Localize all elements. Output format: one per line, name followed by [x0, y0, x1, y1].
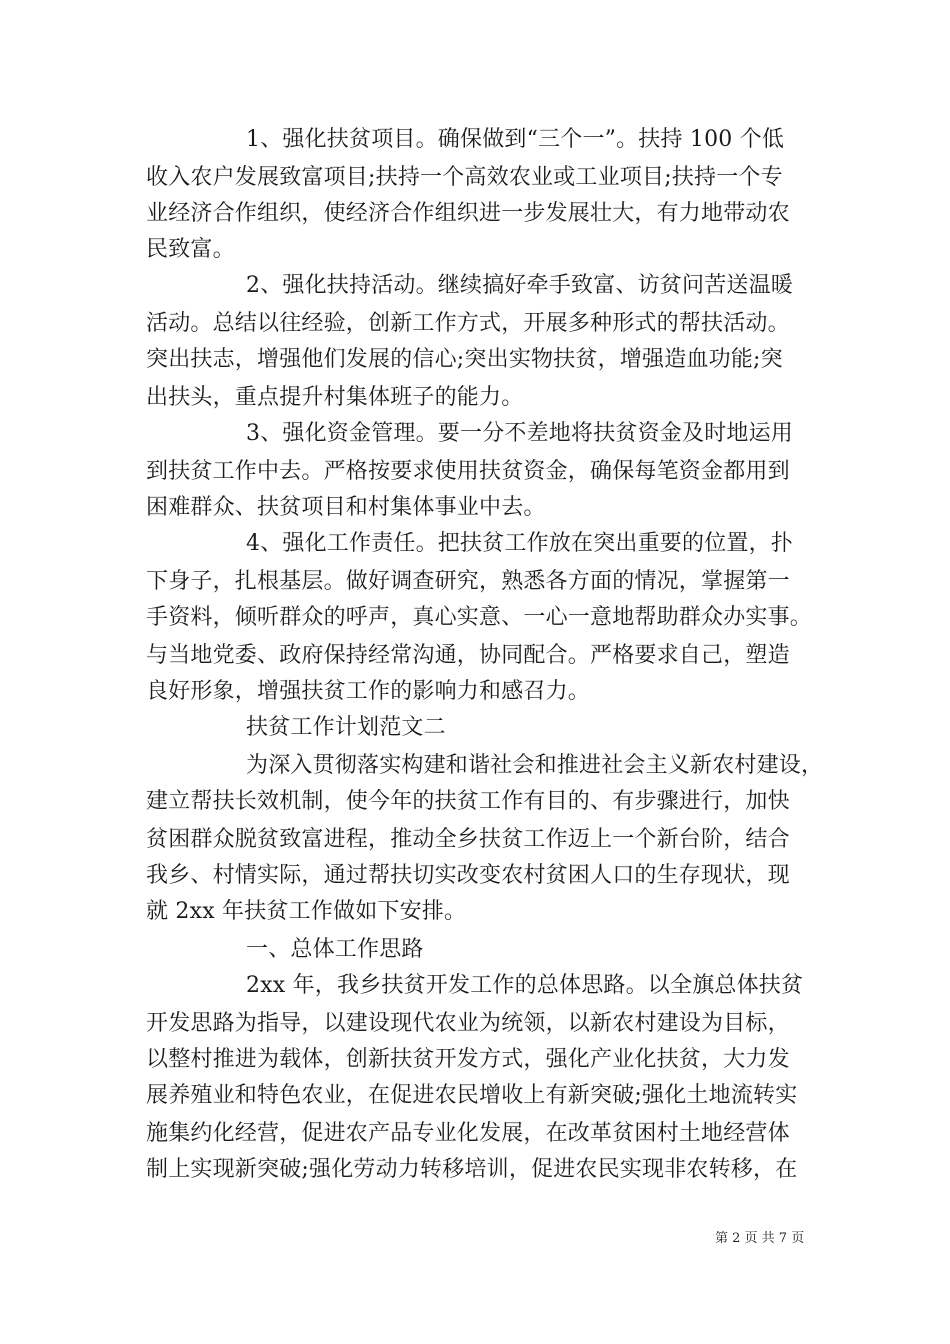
paragraph-line: 制上实现新突破;强化劳动力转移培训，促进农民实现非农转移，在	[146, 1157, 798, 1182]
paragraph-line: 活动。总结以往经验，创新工作方式，开展多种形式的帮扶活动。	[146, 311, 790, 336]
paragraph-line: 困难群众、扶贫项目和村集体事业中去。	[146, 495, 546, 520]
paragraph-line: 开发思路为指导，以建设现代农业为统领，以新农村建设为目标，	[146, 1011, 790, 1036]
paragraph-line: 3、强化资金管理。要一分不差地将扶贫资金及时地运用	[246, 421, 793, 446]
paragraph-line: 建立帮扶长效机制，使今年的扶贫工作有目的、有步骤进行，加快	[146, 789, 790, 814]
paragraph-line: 为深入贯彻落实构建和谐社会和推进社会主义新农村建设，	[246, 753, 824, 778]
paragraph-line: 突出扶志，增强他们发展的信心;突出实物扶贫，增强造血功能;突	[146, 347, 783, 372]
paragraph-line: 民致富。	[146, 237, 235, 262]
paragraph-line: 2、强化扶持活动。继续搞好牵手致富、访贫问苦送温暖	[246, 273, 793, 298]
paragraph-line: 展养殖业和特色农业，在促进农民增收上有新突破;强化土地流转实	[146, 1083, 798, 1108]
paragraph-line: 收入农户发展致富项目;扶持一个高效农业或工业项目;扶持一个专	[146, 165, 783, 190]
paragraph-line: 施集约化经营，促进农产品专业化发展，在改革贫困村土地经营体	[146, 1121, 790, 1146]
paragraph-line: 到扶贫工作中去。严格按要求使用扶贫资金，确保每笔资金都用到	[146, 459, 790, 484]
paragraph-line: 我乡、村情实际，通过帮扶切实改变农村贫困人口的生存现状，现	[146, 863, 790, 888]
section-heading: 一、总体工作思路	[246, 937, 424, 962]
paragraph-line: 与当地党委、政府保持经常沟通，协同配合。严格要求自己，塑造	[146, 643, 790, 668]
paragraph-line: 2xx 年，我乡扶贫开发工作的总体思路。以全旗总体扶贫	[246, 973, 804, 998]
paragraph-line: 良好形象，增强扶贫工作的影响力和感召力。	[146, 679, 591, 704]
paragraph-line: 出扶头，重点提升村集体班子的能力。	[146, 385, 524, 410]
paragraph-line: 就 2xx 年扶贫工作做如下安排。	[146, 899, 467, 924]
section-heading: 扶贫工作计划范文二	[246, 715, 446, 740]
paragraph-line: 以整村推进为载体，创新扶贫开发方式，强化产业化扶贫，大力发	[146, 1047, 790, 1072]
paragraph-line: 贫困群众脱贫致富进程，推动全乡扶贫工作迈上一个新台阶，结合	[146, 827, 790, 852]
paragraph-line: 业经济合作组织，使经济合作组织进一步发展壮大，有力地带动农	[146, 201, 790, 226]
page-number: 第 2 页 共 7 页	[715, 1231, 805, 1246]
paragraph-line: 1、强化扶贫项目。确保做到“三个一”。扶持 100 个低	[246, 127, 785, 152]
paragraph-line: 手资料，倾听群众的呼声，真心实意、一心一意地帮助群众办实事。	[146, 605, 813, 630]
paragraph-line: 4、强化工作责任。把扶贫工作放在突出重要的位置，扑	[246, 531, 793, 556]
paragraph-line: 下身子，扎根基层。做好调查研究，熟悉各方面的情况，掌握第一	[146, 569, 790, 594]
